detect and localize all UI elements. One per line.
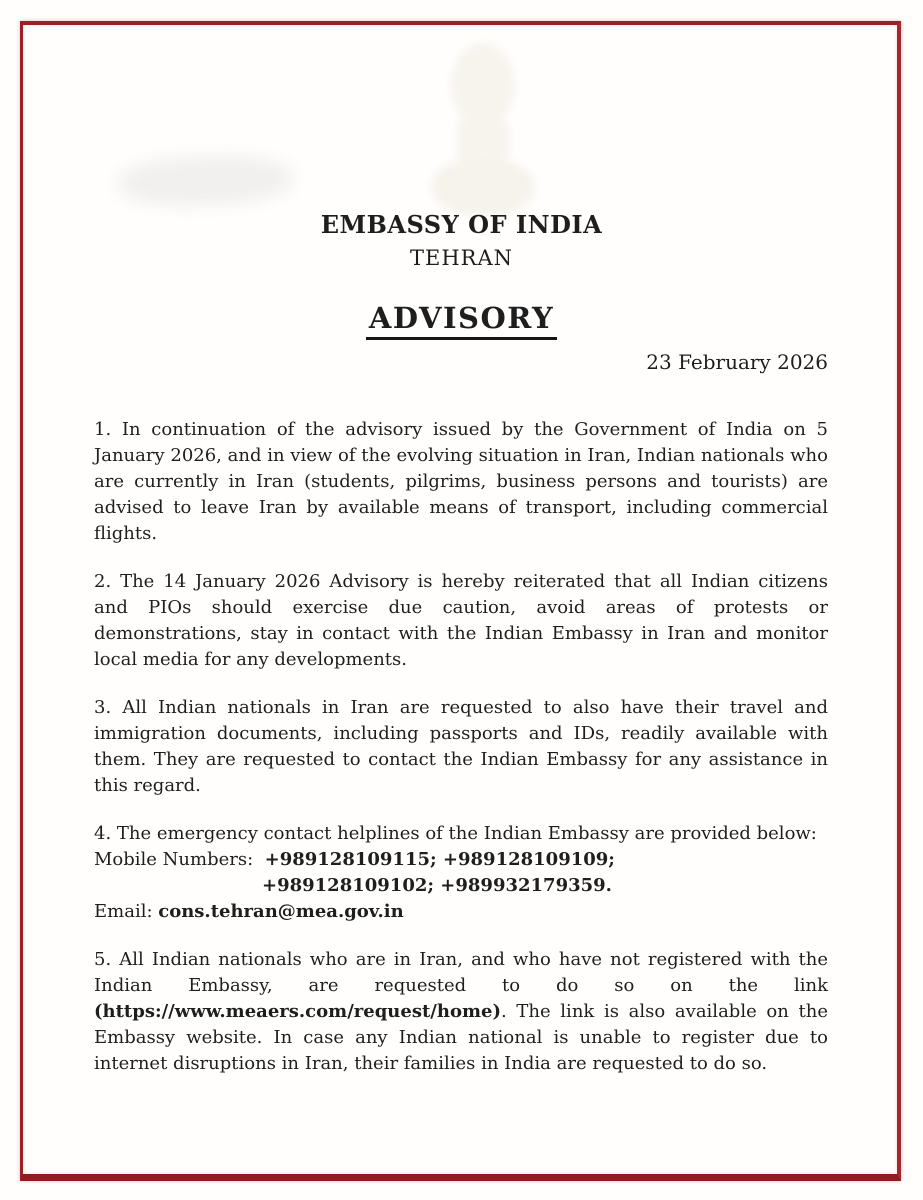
faded-smudge-mark bbox=[117, 153, 294, 209]
ashoka-emblem-watermark-icon bbox=[413, 40, 553, 215]
advisory-heading-wrap bbox=[0, 301, 923, 340]
advisory-heading: ADVISORY bbox=[366, 301, 557, 340]
contact-intro-line bbox=[94, 821, 828, 847]
text-segment: 4. The emergency contact helplines of the Indian Embassy are provided below: bbox=[94, 823, 817, 844]
text-segment: . The link is also available on the Embassy website. In case any Indian national is unable to register due to internet disruptions in Iran, their families in India are requested to do so. bbox=[94, 1001, 828, 1074]
text-segment: 2. The 14 January 2026 Advisory is hereby reiterated that all Indian citizens and PIOs should exercise due caution, avoid areas of protests or demonstrations, stay in contact with the Indian Embassy in Iran and monitor local media for any developments. bbox=[94, 571, 828, 670]
bold-text-segment: +989128109115; +989128109109; bbox=[264, 849, 615, 870]
text-segment: Mobile Numbers: bbox=[94, 849, 265, 870]
document-body bbox=[94, 417, 828, 1077]
city-subtitle: TEHRAN bbox=[409, 246, 513, 270]
advisory-paragraph-5 bbox=[94, 947, 828, 1077]
text-segment: Email: bbox=[94, 901, 159, 922]
bold-text-segment: cons.tehran@mea.gov.in bbox=[158, 901, 404, 922]
email-line bbox=[94, 899, 828, 925]
advisory-paragraph-2 bbox=[94, 569, 828, 673]
mobile-numbers-line-1 bbox=[94, 847, 828, 873]
bold-text-segment: (https://www.meaers.com/request/home) bbox=[94, 1001, 501, 1022]
advisory-date: 23 February 2026 bbox=[646, 350, 828, 374]
bold-text-segment: +989128109102; +989932179359. bbox=[262, 875, 612, 896]
advisory-paragraph-1 bbox=[94, 417, 828, 547]
advisory-paragraph-4-contacts bbox=[94, 821, 828, 925]
text-segment: 3. All Indian nationals in Iran are requested to also have their travel and immigration documents, including passports and IDs, readily available with them. They are requested to contact the Indian Embassy for any assistance in this regard. bbox=[94, 697, 828, 796]
text-segment: 1. In continuation of the advisory issued by the Government of India on 5 January 2026, and in view of the evolving situation in Iran, Indian nationals who are currently in Iran (students, pilgrims, business persons and tourists) are advised to leave Iran by available means of transport, including commercial flights. bbox=[94, 419, 828, 544]
text-segment: 5. All Indian nationals who are in Iran, and who have not registered with the Indian Embassy, are requested to do so on the link bbox=[94, 949, 828, 996]
embassy-title: EMBASSY OF INDIA bbox=[320, 210, 603, 239]
advisory-paragraph-3 bbox=[94, 695, 828, 799]
mobile-numbers-line-2 bbox=[94, 873, 828, 899]
